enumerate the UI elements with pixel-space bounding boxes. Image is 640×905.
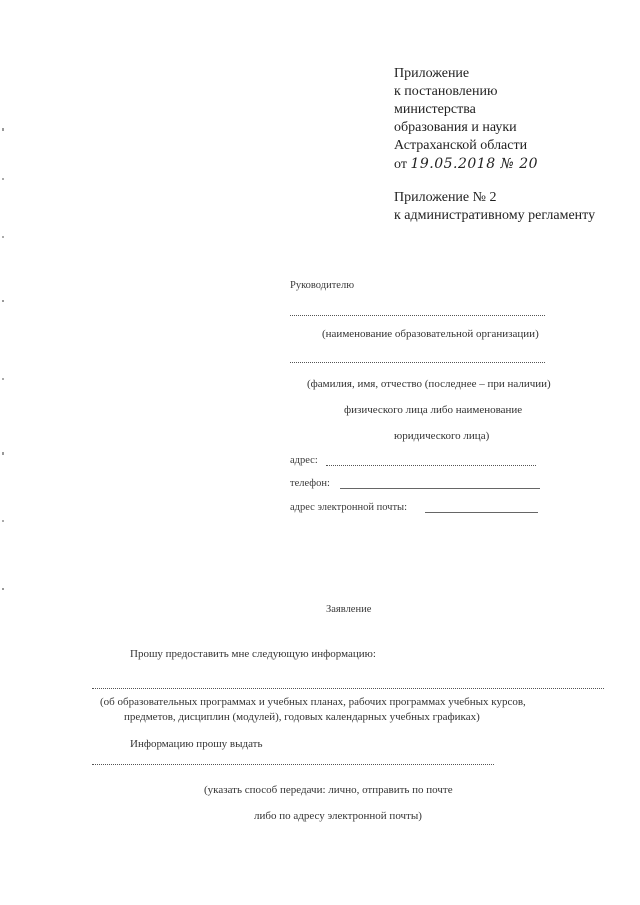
statement-title: Заявление: [326, 604, 372, 615]
request-caption-2: предметов, дисциплин (модулей), годовых календарных учебных графиках): [124, 711, 480, 723]
request-text: Прошу предоставить мне следующую информацию:: [130, 648, 376, 660]
person-caption-2: физического лица либо наименование: [344, 404, 523, 416]
header-line-3: министерства: [394, 102, 476, 117]
delivery-field-line[interactable]: [92, 764, 494, 765]
header-line-1: Приложение: [394, 66, 470, 81]
address-field-line[interactable]: [326, 465, 536, 466]
handwritten-date-number: 19.05.2018 № 20: [410, 156, 539, 172]
delivery-caption-1: (указать способ передачи: лично, отправить по почте: [204, 784, 453, 796]
to-label: Руководителю: [290, 280, 355, 291]
org-name-caption: (наименование образовательной организации): [322, 328, 539, 340]
header-line-2: к постановлению: [394, 84, 498, 99]
phone-field-line[interactable]: [340, 488, 540, 489]
delivery-caption-2: либо по адресу электронной почты): [254, 810, 422, 822]
person-caption-3: юридического лица): [394, 430, 490, 442]
person-name-field-line[interactable]: [290, 362, 545, 363]
org-name-field-line[interactable]: [290, 315, 545, 316]
request-field-line[interactable]: [92, 688, 604, 689]
header-line-4: образования и науки: [394, 120, 517, 135]
appendix-title: Приложение № 2: [394, 190, 497, 205]
email-field-line[interactable]: [425, 512, 538, 513]
phone-label: телефон:: [290, 478, 330, 489]
request-caption-1: (об образовательных программах и учебных планах, рабочих программах учебных курсов,: [100, 696, 526, 708]
delivery-text: Информацию прошу выдать: [130, 738, 263, 750]
address-label: адрес:: [290, 455, 318, 466]
appendix-subtitle: к административному регламенту: [394, 208, 596, 223]
person-caption-1: (фамилия, имя, отчество (последнее – при наличии): [307, 378, 551, 390]
header-line-5: Астраханской области: [394, 138, 528, 153]
decree-date-row: [394, 156, 538, 173]
email-label: адрес электронной почты:: [290, 502, 408, 513]
date-prefix: от: [394, 157, 407, 172]
